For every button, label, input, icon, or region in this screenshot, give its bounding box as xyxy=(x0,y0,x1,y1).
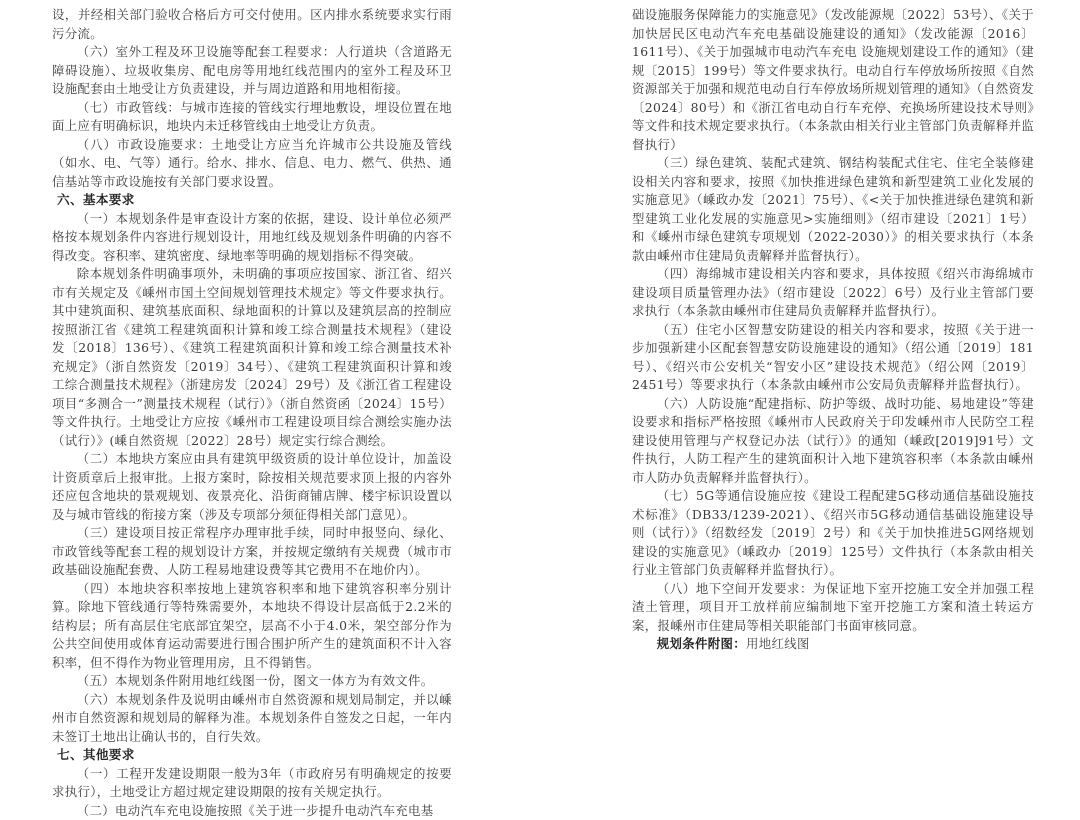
attachment-line xyxy=(632,635,1034,654)
paragraph-basic-1b: 除本规划条件明确事项外，未明确的事项应按国家、浙江省、绍兴市有关规定及《嵊州市国土空间规划管理技术规定》等文件要求执行。其中建筑面积、建筑基底面积、绿地面积的计算以及建筑层高的控制应按照浙江省《建筑工程建筑面积计算和竣工综合测量技术规程》（建设发〔2018〕136号）、《建筑工程建筑面积计算和竣工综合测量技术补充规定》（浙自然资发〔2019〕34号）、《建筑工程建筑面积计算和竣工综合测量技术规程》（浙建房发〔2024〕29号）及《浙江省工程建设项目“多测合一”测量技术规程（试行）》（浙自然资函〔2024〕15号）等文件执行。土地受让方应按《嵊州市工程建设项目综合测绘实施办法（试行）》(嵊自然资规〔2022〕28号）规定实行综合测绘。 xyxy=(52,265,452,450)
paragraph-basic-3: （三）建设项目按正常程序办理审批手续，同时申报竖向、绿化、市政管线等配套工程的规划设计方案，并按规定缴纳有关规费（城市市政基础设施配套费、人防工程易地建设费等其它费用不在地价内）。 xyxy=(52,524,452,580)
paragraph-basic-1: （一）本规划条件是审查设计方案的依据，建设、设计单位必须严格按本规划条件内容进行规划设计，用地红线及规划条件明确的内容不得改变。容积率、建筑密度、绿地率等明确的规划指标不得突破。 xyxy=(52,210,452,266)
paragraph-basic-6: （六）本规划条件及说明由嵊州市自然资源和规划局制定，并以嵊州市自然资源和规划局的解释为准。本规划条件自签发之日起，一年内未签订土地出让确认书的，自行失效。 xyxy=(52,691,452,747)
paragraph-municipal-facilities: （八）市政设施要求：土地受让方应当允许城市公共设施及管线（如水、电、气等）通行。给水、排水、信息、电力、燃气、供热、通信基站等市政设施按有关部门要求设置。 xyxy=(52,136,452,192)
right-column xyxy=(632,6,1034,654)
attachment-value: 用地红线图 xyxy=(746,636,810,651)
paragraph-smart-security: （五）住宅小区智慧安防建设的相关内容和要求，按照《关于进一步加强新建小区配套智慧安防设施建设的通知》（绍公通〔2019〕181号）、《绍兴市公安机关“智安小区”建设技术规范》（绍公网〔2019〕2451号）等要求执行（本条款由嵊州市公安局负责解释并监督执行）。 xyxy=(632,321,1034,395)
left-column xyxy=(52,6,452,820)
paragraph-green-building: （三）绿色建筑、装配式建筑、钢结构装配式住宅、住宅全装修建设相关内容和要求，按照《加快推进绿色建筑和新型建筑工业化发展的实施意见》（嵊政办发〔2021〕75号）、《<关于加快推进绿色建筑和新型建筑工业化发展的实施意见>实施细则》（绍市建设〔2021〕1号）和《嵊州市绿色建筑专项规划（2022-2030）》的相关要求执行（本条款由嵊州市住建局负责解释并监督执行）。 xyxy=(632,154,1034,265)
paragraph-underground-space: （八）地下空间开发要求：为保证地下室开挖施工安全并加强工程渣土管理，项目开工放样前应编制地下室开挖施工方案和渣土转运方案，报嵊州市住建局等相关职能部门书面审核同意。 xyxy=(632,580,1034,636)
paragraph-outdoor-works: （六）室外工程及环卫设施等配套工程要求：人行道块（含道路无障碍设施）、垃圾收集房、配电房等用地红线范围内的室外工程及环卫设施配套由土地受让方负责建设，并与周边道路和用地相衔接。 xyxy=(52,43,452,99)
section-heading-other-requirements: 七、其他要求 xyxy=(52,746,452,765)
paragraph-sponge-city: （四）海绵城市建设相关内容和要求，具体按照《绍兴市海绵城市建设项目质量管理办法》（绍市建设〔2022〕6号）及行业主管部门要求执行（本条款由嵊州市住建局负责解释并监督执行）。 xyxy=(632,265,1034,321)
paragraph-5g-facilities: （七）5G等通信设施应按《建设工程配建5G移动通信基础设施技术标准》（DB33/1239-2021）、《绍兴市5G移动通信基础设施建设导则（试行）》（绍数经发〔2019〕2号）和《关于加快推进5G网络规划建设的实施意见》（嵊政办〔2019〕125号）文件执行（本条款由相关行业主管部门负责解释并监督执行）。 xyxy=(632,487,1034,580)
paragraph-other-1: （一）工程开发建设期限一般为3年（市政府另有明确规定的按要求执行），土地受让方超过规定建设期限的按有关规定执行。 xyxy=(52,765,452,802)
paragraph-basic-5: （五）本规划条件附用地红线图一份，图文一体方为有效文件。 xyxy=(52,672,452,691)
paragraph-civil-defense: （六）人防设施“配建指标、防护等级、战时功能、易地建设”等建设要求和指标严格按照《嵊州市人民政府关于印发嵊州市人民防空工程建设使用管理与产权登记办法（试行）》的通知（嵊政[2019]91号）文件执行，人防工程产生的建筑面积计入地下建筑容积率（本条款由嵊州市人防办负责解释并监督执行）。 xyxy=(632,395,1034,488)
paragraph-other-2: （二）电动汽车充电设施按照《关于进一步提升电动汽车充电基 xyxy=(52,802,452,820)
paragraph-municipal-pipelines: （七）市政管线：与城市连接的管线实行埋地敷设，埋设位置在地面上应有明确标识，地块内未迁移管线由土地受让方负责。 xyxy=(52,99,452,136)
paragraph-ev-charging-cont: 础设施服务保障能力的实施意见》（发改能源规〔2022〕53号）、《关于加快居民区电动汽车充电基础设施建设的通知》（发改能源〔2016〕1611号）、《关于加强城市电动汽车充电 设施规划建设工作的通知》（建规〔2015〕199号）等文件要求执行。电动自行车停放场所按照《自然资源部关于加强和规范电动自行车停放场所规划管理的通知》（自然资发〔2024〕80号）和《浙江省电动自行车充停、充换场所建设技术导则》等文件和技术规定要求执行。（本条款由相关行业主管部门负责解释并监督执行） xyxy=(632,6,1034,154)
paragraph-basic-4: （四）本地块容积率按地上建筑容积率和地下建筑容积率分别计算。除地下管线通行等特殊需要外，本地块不得设计层高低于2.2米的结构层；所有高层住宅底部宜架空，层高不小于4.0米，架空部分作为公共空间使用或体育运动需要进行围合围护所产生的建筑面积不计入容积率，但不得作为物业管理用房，且不得销售。 xyxy=(52,580,452,673)
paragraph-intro: 设，并经相关部门验收合格后方可交付使用。区内排水系统要求实行雨污分流。 xyxy=(52,6,452,43)
section-heading-basic-requirements: 六、基本要求 xyxy=(52,191,452,210)
attachment-label: 规划条件附图： xyxy=(657,636,746,651)
paragraph-basic-2: （二）本地块方案应由具有建筑甲级资质的设计单位设计，加盖设计资质章后上报审批。上报方案时，除按相关规范要求顶上报的内容外还应包含地块的景观规划、夜景亮化、沿街商铺店牌、楼宇标识设置以及与城市管线的衔接方案（涉及专项部分须征得相关部门意见）。 xyxy=(52,450,452,524)
